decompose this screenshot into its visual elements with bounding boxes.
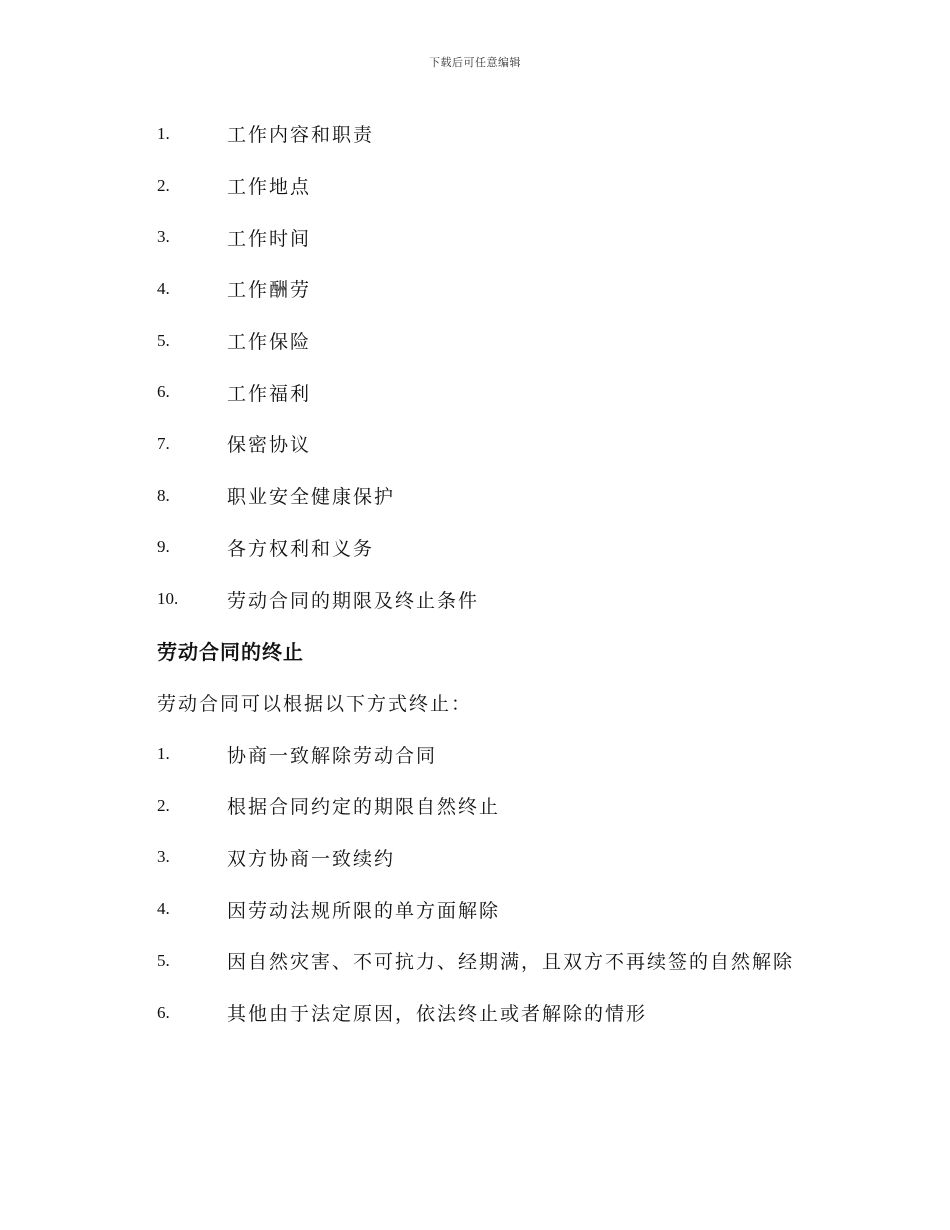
list-item-text: 劳动合同的期限及终止条件: [227, 589, 480, 612]
list-item: [157, 780, 857, 832]
list-item-text: 其他由于法定原因，依法终止或者解除的情形: [227, 1003, 648, 1026]
list-item: [157, 935, 857, 987]
list-item: [157, 263, 857, 315]
list-item-text: 双方协商一致续约: [227, 847, 396, 870]
list-item: [157, 728, 857, 780]
list-item-text: 保密协议: [227, 434, 312, 457]
list-item-number: 3.: [157, 847, 170, 867]
list-item-text: 工作酬劳: [227, 279, 312, 302]
list-item-number: 5.: [157, 330, 170, 350]
list-item-text: 工作地点: [227, 176, 312, 199]
list-item: [157, 832, 857, 884]
list-item-number: 6.: [157, 1002, 170, 1022]
list-item-number: 6.: [157, 382, 170, 402]
list-item-text: 工作保险: [227, 331, 312, 354]
list-item-number: 5.: [157, 950, 170, 970]
list-item-text: 工作内容和职责: [227, 124, 375, 147]
list-item-number: 10.: [157, 589, 179, 609]
list-item-number: 8.: [157, 485, 170, 505]
section-heading: 劳动合同的终止: [157, 640, 304, 665]
list-item: [157, 366, 857, 418]
list-item: [157, 883, 857, 935]
list-item-text: 因劳动法规所限的单方面解除: [227, 899, 501, 922]
list-item-number: 4.: [157, 278, 170, 298]
list-item: [157, 987, 857, 1039]
header-note: 下载后可任意编辑: [429, 56, 521, 69]
list-item: [157, 108, 857, 160]
list-item-text: 协商一致解除劳动合同: [227, 744, 438, 767]
list-item-number: 3.: [157, 227, 170, 247]
contract-items-list: [157, 108, 857, 625]
list-item: [157, 418, 857, 470]
list-item: [157, 470, 857, 522]
list-item-text: 职业安全健康保护: [227, 486, 396, 509]
list-item: [157, 573, 857, 625]
list-item-number: 1.: [157, 744, 170, 764]
list-item-number: 1.: [157, 123, 170, 143]
list-item: [157, 160, 857, 212]
termination-intro: 劳动合同可以根据以下方式终止：: [157, 692, 473, 715]
list-item-text: 工作时间: [227, 227, 312, 250]
list-item-number: 9.: [157, 537, 170, 557]
list-item: [157, 211, 857, 263]
list-item-text: 各方权利和义务: [227, 537, 375, 560]
list-item-text: 工作福利: [227, 382, 312, 405]
list-item-number: 4.: [157, 899, 170, 919]
list-item: [157, 522, 857, 574]
termination-items-list: [157, 728, 857, 1038]
list-item-number: 2.: [157, 795, 170, 815]
list-item: [157, 315, 857, 367]
document-content: [157, 108, 857, 1038]
list-item-text: 根据合同约定的期限自然终止: [227, 796, 501, 819]
list-item-number: 2.: [157, 175, 170, 195]
list-item-number: 7.: [157, 433, 170, 453]
list-item-text: 因自然灾害、不可抗力、经期满，且双方不再续签的自然解除: [227, 951, 795, 974]
